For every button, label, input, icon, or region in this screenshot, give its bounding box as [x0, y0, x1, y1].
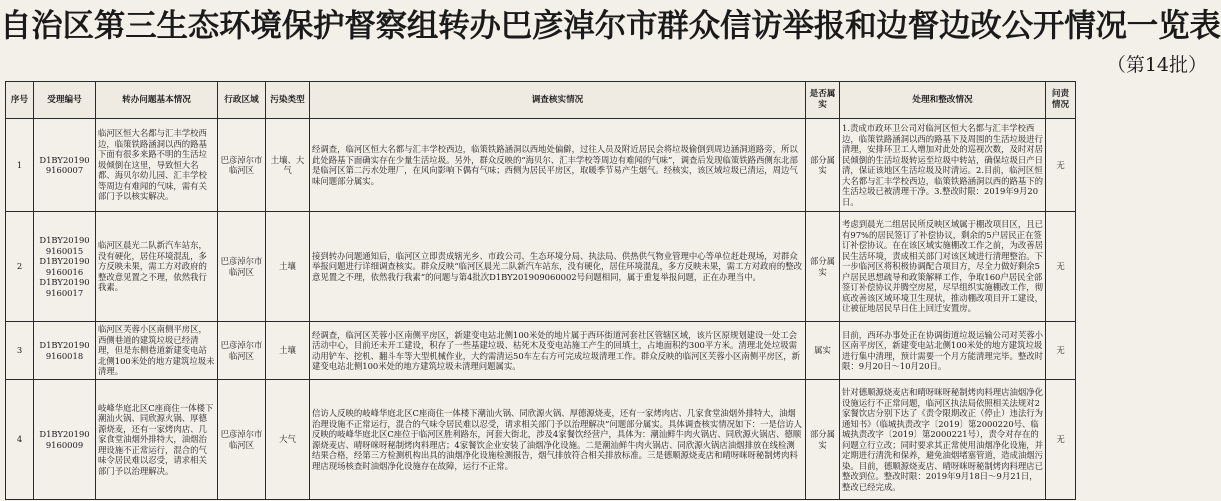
handling-text: 1.责成市政环卫公司对临河区恒大名都与汇丰学校西边，临策铁路涵洞以西的路基下及周围的生活垃圾进行清理，安排环卫工人增加对此处的巡视次数，及时对居民倾倒的生活垃圾转运至垃圾中转站，确保垃圾日产日清，保证该地区生活垃圾及时清运。2.目前，临河区恒大名都与汇丰学校西边，临策铁路涵洞以西的路基下的生活垃圾已被清理干净。3.整改时限：2019年9月20日。 — [842, 123, 1043, 207]
header-seq: 序号 — [6, 82, 34, 119]
cell-region: 巴彦淖尔市临河区 — [218, 380, 266, 500]
header-region: 行政区域 — [218, 82, 266, 119]
problem-text: 临河区芙蓉小区南侧平房区，西侧巷道的建筑垃圾已经清理，但是东侧巷道新建变电站北侧100米处的地方建筑垃圾未清理。 — [98, 324, 215, 377]
cell-handling — [840, 380, 1046, 500]
header-handling: 处理和整改情况 — [840, 82, 1046, 119]
cell-pollution: 土壤 — [266, 212, 310, 322]
cell-investigation — [310, 212, 806, 322]
table-row — [6, 322, 1076, 380]
table-row — [6, 380, 1076, 500]
header-pollution: 污染类型 — [266, 82, 310, 119]
batch-label: （第14批） — [1106, 54, 1207, 76]
cell-accountability: 无 — [1046, 212, 1076, 322]
cell-handling — [840, 212, 1046, 322]
cell-investigation — [310, 380, 806, 500]
cell-seq: 2 — [6, 212, 34, 322]
cell-handling — [840, 322, 1046, 380]
cell-seq: 1 — [6, 119, 34, 212]
investigation-text: 经调查，临河区恒大名都与汇丰学校西边，临策铁路涵洞以西地处偏僻，过往人员及附近居民会将垃圾偷倒到周边涵洞道路旁，所以此处路基下面确实存在少量生活垃圾。另外，群众反映的“海贝尔、汇丰学校等周边有难闻的气味”，调查后发现临策铁路西侧东北部是临河区第二污水处理厂，在风向影响下偶有气味；西侧为居民平房区，取暖季节易产生烟气。经核实，该区域垃圾已清运，周边气味问题部分属实。 — [312, 144, 798, 186]
cell-accountability: 无 — [1046, 322, 1076, 380]
cell-pollution: 土壤 — [266, 322, 310, 380]
cell-investigation — [310, 322, 806, 380]
investigation-text: 经调查，临河区芙蓉小区南侧平房区，新建变电站北侧100米处的地片属于西环街道河套社区管辖区域，该片区原规划建设一处工会活动中心，目前还未开工建设，积存了一些基建垃圾、枯死木及变电站施工产生的回填土，占地面积约300平方米。清理北处垃圾需动用铲车、挖机、翻斗车等大型机械作业，大约需清运50车左右方可完成垃圾清理工作。群众反映的临河区芙蓉小区南侧平房区，新建变电站北侧100米处的地方建筑垃圾未清理问题属实。 — [312, 329, 801, 371]
table-header-row — [6, 82, 1076, 119]
cell-pollution: 大气 — [266, 380, 310, 500]
cell-problem — [96, 212, 218, 322]
cell-seq: 3 — [6, 322, 34, 380]
cell-id: D1BY20190 9160009 — [34, 380, 96, 500]
table-row — [6, 119, 1076, 212]
cell-verified: 部分属实 — [806, 119, 840, 212]
handling-text: 考虑到晨光二组居民所反映区域属于棚改项目区，且已有97%的居民签订了补偿协议，剩余的5户居民正在签订补偿协议。在在该区域实施棚改工作之前，为改善居民生活环境，责成相关部门对该区域进行清理整治。下一步临河区将积极协调配合项目方，尽全力做好剩余5户居民思想疏导和政策解释工作，争取160户居民全部签订补偿协议并腾空房屋，尽早组织实施棚改工作，彻底改善该区域环境卫生现状，推动棚改项目开工建设，让被征地居民早日住上回迁安置房。 — [842, 219, 1043, 314]
cell-problem — [96, 322, 218, 380]
cell-seq: 4 — [6, 380, 34, 500]
header-accountability: 问责情况 — [1046, 82, 1076, 119]
cell-pollution: 土壤、大气 — [266, 119, 310, 212]
problem-text: 岐峰华庭北区C座商住一体楼下潮汕火锅、同欣源火锅、厚德源烧麦，还有一家烤肉店、几家食堂油烟外排特大，油烟治理设施不正常运行，混合的气味令居民难以忍受，请求相关部门予以治理解决。 — [98, 402, 214, 476]
problem-text: 临河区晨光二队新汽车站东，没有硬化，居住环境混乱，多方反映未果，需工方对政府的整改意见置之不理，依然我行我素。 — [98, 240, 207, 293]
table-row — [6, 212, 1076, 322]
header-investigation: 调查核实情况 — [310, 82, 806, 119]
cell-region: 巴彦淖尔市临河区 — [218, 212, 266, 322]
handling-text: 目前，西环办事处正在协调街道垃圾运输公司对芙蓉小区南平房区，新建变电站北侧100米处的地方建筑垃圾进行集中清理，预计需要一个月方能清理完毕。整改时限：9月20日～10月20日。 — [842, 329, 1043, 371]
cell-handling — [840, 119, 1046, 212]
cell-investigation — [310, 119, 806, 212]
cell-id: D1BY20190 9160015 D1BY20190 9160016 D1BY20190 9160017 — [34, 212, 96, 322]
header-id: 受理编号 — [34, 82, 96, 119]
cell-verified: 部分属实 — [806, 212, 840, 322]
handling-text: 针对德顺源烧麦店和晴呀咪呀秘制烤肉料理店油烟净化设施运行不正常问题，临河区执法局依照相关法规对2家餐饮店分别下达了《责令限期改正（停止）违法行为通知书》（临城执责改字〔2019〕第2000220号、临城执责改字〔2019〕第2000221号），责令对存在的问题立行立改；同时要求其正常使用油烟净化设施，并定期进行清洗和保养，避免油烟堵塞管道，造成油烟污染。目前，德顺源烧麦店、晴呀咪呀秘制烤肉料理店已整改到位。整改时限：2019年9月18日～9月21日，整改已经完成。 — [842, 387, 1043, 492]
cell-accountability: 无 — [1046, 380, 1076, 500]
cell-problem — [96, 380, 218, 500]
cell-problem — [96, 119, 218, 212]
cell-verified: 属实 — [806, 322, 840, 380]
header-problem: 转办问题基本情况 — [96, 82, 218, 119]
cell-id: D1BY20190 9160007 — [34, 119, 96, 212]
cell-region: 巴彦淖尔市临河区 — [218, 119, 266, 212]
cell-verified: 部分属实 — [806, 380, 840, 500]
investigation-text: 接到转办问题通知后，临河区立即责成辖光乡、市政公司、生态环境分局、执法局、供热供气物业管理中心等单位赶赴现场，对群众举报问题进行详细调查核实。群众反映“临河区晨光二队新汽车站东，没有硬化，居住环境混乱，多方反映未果，需工方对政府的整改意见置之不理，依然我行我素”的问题与第4批次D1BY201909060002号问题相同，属于重复举报问题，正在办理当中。 — [312, 250, 803, 282]
header-verified: 是否属实 — [806, 82, 840, 119]
cell-accountability: 无 — [1046, 119, 1076, 212]
cell-region: 巴彦淖尔市临河区 — [218, 322, 266, 380]
cell-id: D1BY20190 9160018 — [34, 322, 96, 380]
petition-table — [5, 81, 1076, 500]
problem-text: 临河区恒大名都与汇丰学校西边，临策铁路涵洞以西的路基下面有很多来路不明的生活垃圾倾倒在这里，导致恒大名都、海贝尔幼儿园、汇丰学校等周边有难闻的气味，需有关部门予以核实解决。 — [98, 128, 207, 202]
investigation-text: 信访人反映的岐峰华庭北区C座商住一体楼下潮汕火锅、同欣源火锅、厚德源烧麦，还有一家烤肉店、几家食堂油烟外排特大，油烟治理设施不正常运行，混合的气味令居民难以忍受，请求相关部门予以治理解决”问题部分属实。具体调查核实情况如下：一是信访人反映的岐峰华庭北区C座位于临河区胜利路东，河套大街北，涉及4家餐饮经营户，具体为：潮汕鲜牛肉火锅店、同欣源火锅店、德顺源烧麦店、晴呀咪呀秘制烤肉料理店；4家餐饮企业安装了油烟净化设施。二是潮汕鲜牛肉火锅店、同欣源火锅店油烟排放在线检测结果合格，经第三方检测机构出具的油烟净化设施检测报告，烟气排放符合相关排放标准。三是德顺源烧麦店和晴呀咪呀秘制烤肉料理店现场核查时油烟净化设施存在故障，运行不正常。 — [312, 408, 803, 471]
page-title: 自治区第三生态环境保护督察组转办巴彦淖尔市群众信访举报和边督边改公开情况一览表 — [0, 8, 1221, 44]
